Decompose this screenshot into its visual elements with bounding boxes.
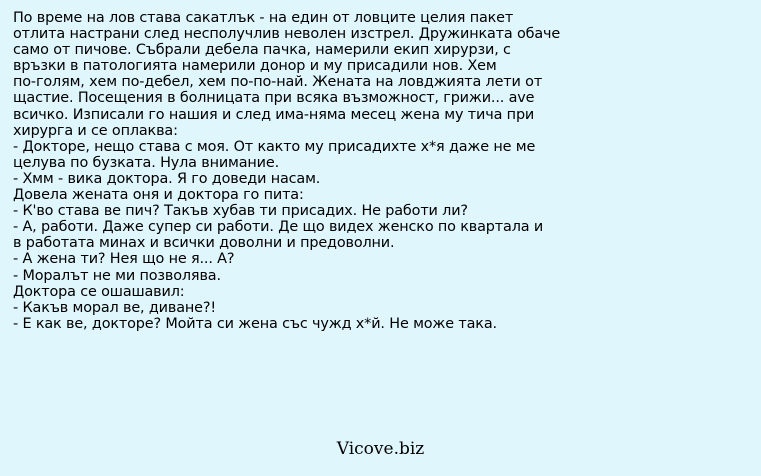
joke-line: всичко. Изписали го нашия и след има-няма месец жена му тича при [13, 106, 535, 123]
joke-line: - Моралът не ми позволява. [13, 267, 221, 284]
site-watermark: Vicove.biz [336, 439, 425, 459]
joke-line: - Докторе, нещо става с моя. От както му присадихте х*я даже не ме [13, 138, 536, 155]
joke-line: щастие. Посещения в болницата при всяка възможност, грижи... ave [13, 90, 535, 107]
joke-line: по-голям, хем по-дебел, хем по-по-най. Жената на ловджията лети от [13, 74, 543, 91]
joke-line: в работата минах и всички доволни и предоволни. [13, 235, 395, 252]
joke-line: Довела жената оня и доктора го пита: [13, 187, 304, 204]
joke-line: - А жена ти? Нея що не я... А? [13, 251, 235, 268]
joke-line: По време на лов става сакатлък - на един от ловците целия пакет [13, 10, 514, 26]
joke-line: - А, работи. Даже супер си работи. Де що видех женско по квартала и [13, 219, 544, 236]
joke-line: само от пичове. Събрали дебела пачка, намерили екип хирурзи, с [13, 42, 511, 59]
joke-line: целува по бузката. Нула внимание. [13, 154, 280, 171]
joke-line: отлита настрани след несполучлив неволен изстрел. Дружинката обаче [13, 26, 561, 43]
joke-line: - К'во става ве пич? Такъв хубав ти присадих. Не работи ли? [13, 203, 468, 220]
joke-line: Доктора се ошашавил: [13, 283, 185, 300]
joke-line: - Какъв морал ве, диване?! [13, 299, 216, 316]
joke-line: - Хмм - вика доктора. Я го доведи насам. [13, 170, 321, 187]
joke-line: връзки в патологията намерили донор и му присадили нов. Хем [13, 58, 497, 75]
joke-line: хирурга и се оплаква: [13, 122, 178, 139]
joke-line: - Е как ве, докторе? Мойта си жена със чужд х*й. Не може така. [13, 315, 497, 332]
joke-text [13, 10, 751, 332]
